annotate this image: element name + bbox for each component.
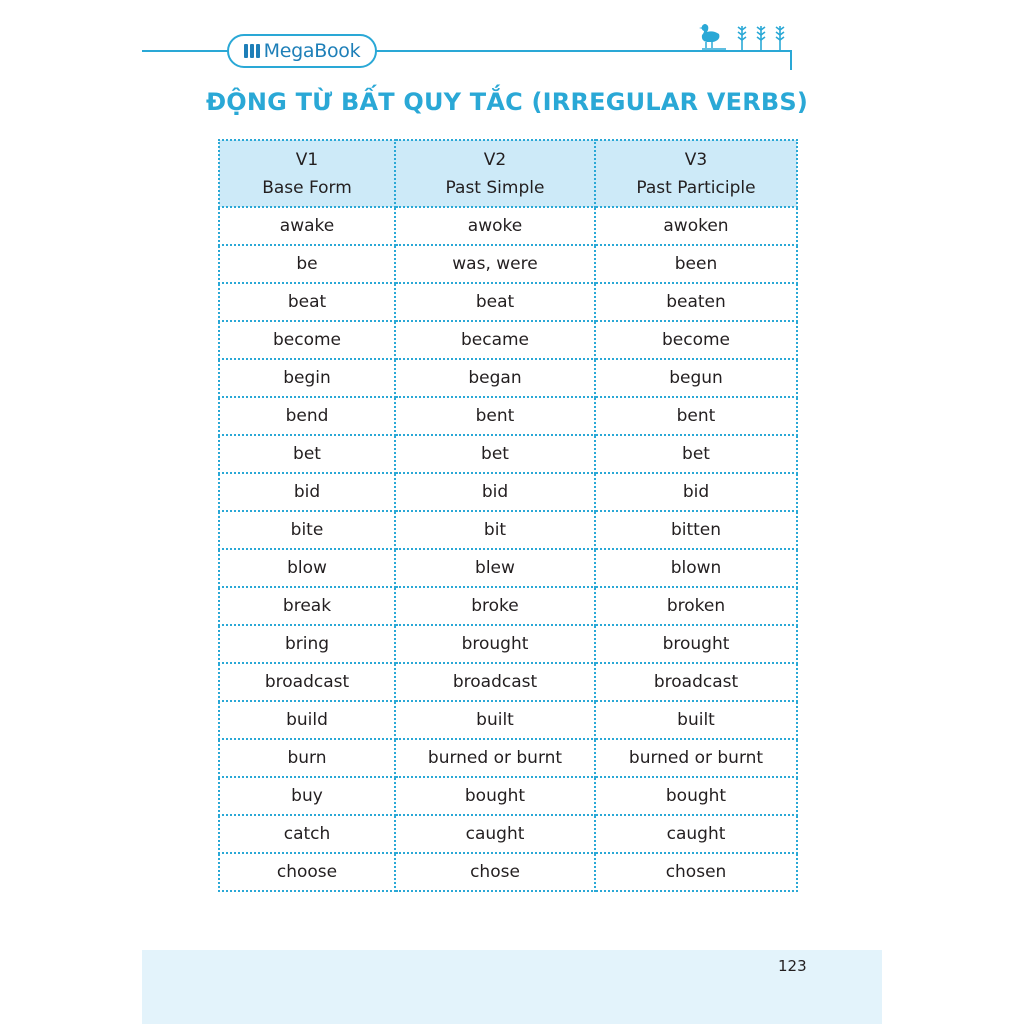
base-form-cell: become <box>219 321 395 359</box>
past-simple-cell: bent <box>395 397 595 435</box>
base-form-cell: bet <box>219 435 395 473</box>
past-participle-cell: begun <box>595 359 797 397</box>
table-row <box>219 473 797 511</box>
table-row <box>219 283 797 321</box>
base-form-cell: broadcast <box>219 663 395 701</box>
base-form-cell: catch <box>219 815 395 853</box>
base-form-cell: awake <box>219 207 395 245</box>
base-form-cell: buy <box>219 777 395 815</box>
past-simple-cell: broke <box>395 587 595 625</box>
past-participle-cell: brought <box>595 625 797 663</box>
header-code: V3 <box>684 149 708 170</box>
base-form-cell: bring <box>219 625 395 663</box>
table-row <box>219 625 797 663</box>
table-row <box>219 435 797 473</box>
table-row <box>219 739 797 777</box>
table-row <box>219 359 797 397</box>
past-simple-cell: blew <box>395 549 595 587</box>
page-number: 123 <box>778 957 807 975</box>
past-participle-cell: beaten <box>595 283 797 321</box>
past-simple-cell: began <box>395 359 595 397</box>
base-form-cell: begin <box>219 359 395 397</box>
past-simple-cell: broadcast <box>395 663 595 701</box>
base-form-cell: be <box>219 245 395 283</box>
past-simple-cell: beat <box>395 283 595 321</box>
base-form-cell: bite <box>219 511 395 549</box>
table-row <box>219 701 797 739</box>
past-participle-cell: bent <box>595 397 797 435</box>
header-label: Past Simple <box>445 177 545 198</box>
table-row <box>219 587 797 625</box>
past-participle-cell: bet <box>595 435 797 473</box>
past-simple-cell: brought <box>395 625 595 663</box>
page-title: ĐỘNG TỪ BẤT QUY TẮC (IRREGULAR VERBS) <box>205 88 809 116</box>
past-simple-cell: became <box>395 321 595 359</box>
logo-text: MegaBook <box>263 40 361 62</box>
past-participle-cell: bitten <box>595 511 797 549</box>
past-participle-cell: caught <box>595 815 797 853</box>
past-simple-cell: bit <box>395 511 595 549</box>
table-row <box>219 853 797 891</box>
base-form-cell: bend <box>219 397 395 435</box>
past-participle-cell: bought <box>595 777 797 815</box>
table-header-row <box>219 140 797 207</box>
header-cell-v3 <box>595 140 797 207</box>
table-row <box>219 549 797 587</box>
header-code: V2 <box>483 149 507 170</box>
past-participle-cell: awoken <box>595 207 797 245</box>
past-participle-cell: chosen <box>595 853 797 891</box>
megabook-logo <box>227 34 377 68</box>
table-row <box>219 663 797 701</box>
base-form-cell: choose <box>219 853 395 891</box>
header-label: Past Participle <box>636 177 756 198</box>
past-participle-cell: bid <box>595 473 797 511</box>
megabook-logo-icon <box>244 44 260 58</box>
past-participle-cell: broken <box>595 587 797 625</box>
footer-band <box>142 950 882 1024</box>
table-row <box>219 245 797 283</box>
irregular-verbs-table <box>218 139 798 892</box>
past-participle-cell: been <box>595 245 797 283</box>
base-form-cell: beat <box>219 283 395 321</box>
past-participle-cell: built <box>595 701 797 739</box>
past-participle-cell: burned or burnt <box>595 739 797 777</box>
table-row <box>219 321 797 359</box>
header-label: Base Form <box>262 177 352 198</box>
past-participle-cell: blown <box>595 549 797 587</box>
past-simple-cell: built <box>395 701 595 739</box>
table-row <box>219 207 797 245</box>
base-form-cell: break <box>219 587 395 625</box>
past-simple-cell: bid <box>395 473 595 511</box>
past-participle-cell: become <box>595 321 797 359</box>
duck-and-wheat-icon <box>698 20 790 52</box>
past-participle-cell: broadcast <box>595 663 797 701</box>
table-row <box>219 397 797 435</box>
past-simple-cell: was, were <box>395 245 595 283</box>
header-code: V1 <box>295 149 319 170</box>
past-simple-cell: caught <box>395 815 595 853</box>
past-simple-cell: burned or burnt <box>395 739 595 777</box>
base-form-cell: blow <box>219 549 395 587</box>
base-form-cell: build <box>219 701 395 739</box>
past-simple-cell: awoke <box>395 207 595 245</box>
table-row <box>219 815 797 853</box>
header-rule-end <box>790 50 792 70</box>
past-simple-cell: bet <box>395 435 595 473</box>
past-simple-cell: bought <box>395 777 595 815</box>
table-row <box>219 511 797 549</box>
base-form-cell: burn <box>219 739 395 777</box>
past-simple-cell: chose <box>395 853 595 891</box>
header-cell-v2 <box>395 140 595 207</box>
base-form-cell: bid <box>219 473 395 511</box>
table-row <box>219 777 797 815</box>
header-cell-v1 <box>219 140 395 207</box>
